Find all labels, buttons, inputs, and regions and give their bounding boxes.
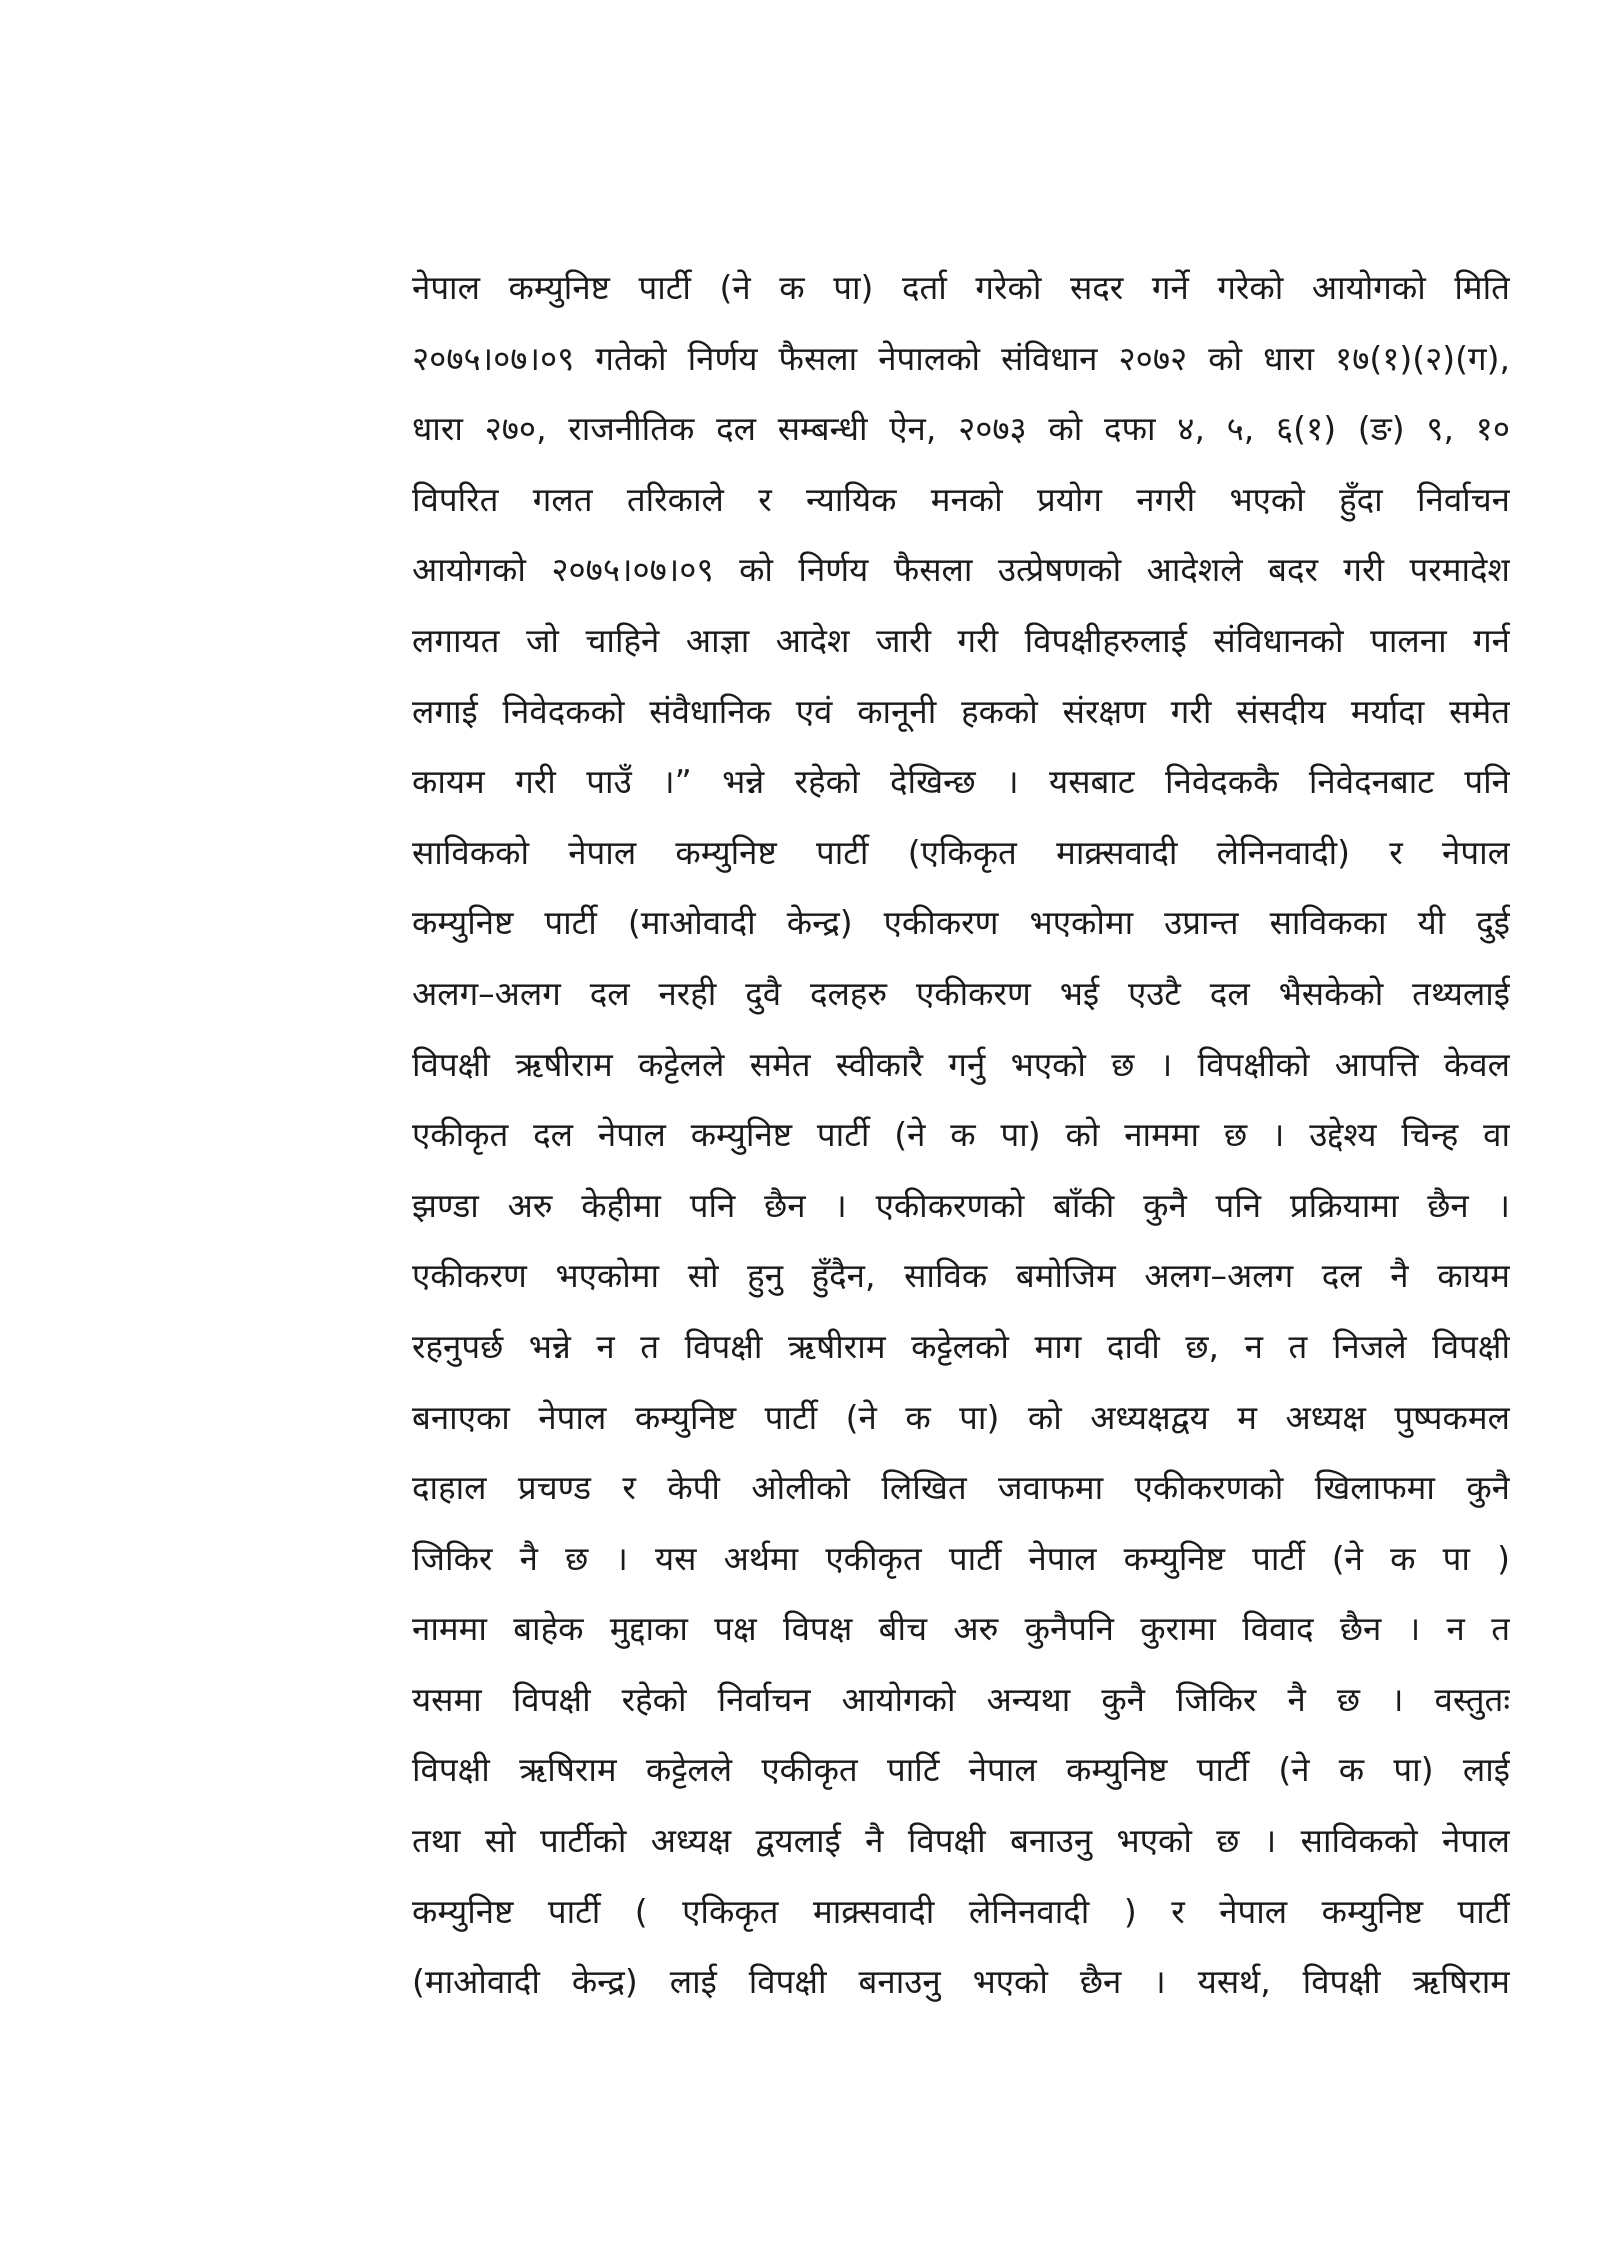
text-line: कम्युनिष्ट पार्टी (माओवादी केन्द्र) एकीकरण भएकोमा उप्रान्त साविकका यी दुई xyxy=(412,903,1510,943)
text-line: कम्युनिष्ट पार्टी ( एकिकृत माक्र्सवादी लेनिनवादी ) र नेपाल कम्युनिष्ट पार्टी xyxy=(412,1891,1510,1931)
text-line: झण्डा अरु केहीमा पनि छैन । एकीकरणको बाँकी कुनै पनि प्रक्रियामा छैन । xyxy=(412,1185,1510,1225)
text-line: रहनुपर्छ भन्ने न त विपक्षी ऋषीराम कट्टेलको माग दावी छ, न त निजले विपक्षी xyxy=(412,1326,1510,1366)
text-line: तथा सो पार्टीको अध्यक्ष द्वयलाई नै विपक्षी बनाउनु भएको छ । साविकको नेपाल xyxy=(412,1821,1510,1861)
text-line: नेपाल कम्युनिष्ट पार्टी (ने क पा) दर्ता गरेको सदर गर्ने गरेको आयोगको मिति xyxy=(412,268,1510,307)
document-body xyxy=(412,253,1510,2018)
text-line: विपरित गलत तरिकाले र न्यायिक मनको प्रयोग नगरी भएको हुँदा निर्वाचन xyxy=(412,479,1510,519)
text-line: एकीकरण भएकोमा सो हुनु हुँदैन, साविक बमोजिम अलग–अलग दल नै कायम xyxy=(412,1256,1510,1296)
text-line: लगाई निवेदकको संवैधानिक एवं कानूनी हकको संरक्षण गरी संसदीय मर्यादा समेत xyxy=(412,691,1510,731)
text-line: (माओवादी केन्द्र) लाई विपक्षी बनाउनु भएको छैन । यसर्थ, विपक्षी ऋषिराम xyxy=(412,1962,1510,2002)
text-line: लगायत जो चाहिने आज्ञा आदेश जारी गरी विपक्षीहरुलाई संविधानको पालना गर्न xyxy=(412,620,1510,660)
text-line: कायम गरी पाउँ ।” भन्ने रहेको देखिन्छ । यसबाट निवेदककै निवेदनबाट पनि xyxy=(412,762,1510,802)
text-line: २०७५।०७।०९ गतेको निर्णय फैसला नेपालको संविधान २०७२ को धारा १७(१)(२)(ग), xyxy=(412,338,1510,378)
text-line: धारा २७०, राजनीतिक दल सम्बन्धी ऐन, २०७३ को दफा ४, ५, ६(१) (ङ) ९, १० xyxy=(412,409,1510,449)
text-line: नाममा बाहेक मुद्दाका पक्ष विपक्ष बीच अरु कुनैपनि कुरामा विवाद छैन । न त xyxy=(412,1609,1510,1649)
text-line: बनाएका नेपाल कम्युनिष्ट पार्टी (ने क पा) को अध्यक्षद्वय म अध्यक्ष पुष्पकमल xyxy=(412,1397,1510,1437)
text-line: साविकको नेपाल कम्युनिष्ट पार्टी (एकिकृत माक्र्सवादी लेनिनवादी) र नेपाल xyxy=(412,832,1510,872)
text-line: विपक्षी ऋषिराम कट्टेलले एकीकृत पार्टि नेपाल कम्युनिष्ट पार्टी (ने क पा) लाई xyxy=(412,1750,1510,1790)
text-line: अलग–अलग दल नरही दुवै दलहरु एकीकरण भई एउटै दल भैसकेको तथ्यलाई xyxy=(412,973,1510,1013)
text-line: जिकिर नै छ । यस अर्थमा एकीकृत पार्टी नेपाल कम्युनिष्ट पार्टी (ने क पा ) xyxy=(412,1538,1510,1578)
text-line: विपक्षी ऋषीराम कट्टेलले समेत स्वीकारै गर्नु भएको छ । विपक्षीको आपत्ति केवल xyxy=(412,1044,1510,1084)
text-line: आयोगको २०७५।०७।०९ को निर्णय फैसला उत्प्रेषणको आदेशले बदर गरी परमादेश xyxy=(412,550,1510,590)
text-line: यसमा विपक्षी रहेको निर्वाचन आयोगको अन्यथा कुनै जिकिर नै छ । वस्तुतः xyxy=(412,1679,1510,1719)
text-line: एकीकृत दल नेपाल कम्युनिष्ट पार्टी (ने क पा) को नाममा छ । उद्देश्य चिन्ह वा xyxy=(412,1115,1510,1155)
text-line: दाहाल प्रचण्ड र केपी ओलीको लिखित जवाफमा एकीकरणको खिलाफमा कुनै xyxy=(412,1468,1510,1508)
